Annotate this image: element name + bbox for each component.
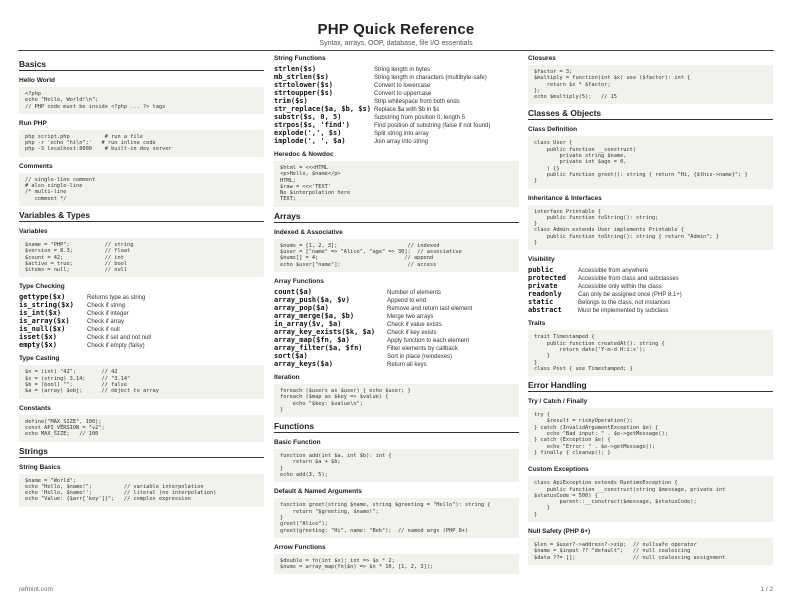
section-heading-basics: Basics — [19, 59, 264, 71]
subheading-array-functions: Array Functions — [274, 277, 324, 285]
row-description: String length in bytes — [374, 67, 431, 73]
subheading-heredoc-nowdoc: Heredoc & Nowdoc — [274, 151, 334, 158]
code-block-string-basics: $name = "World"; echo "Hello, $name!"; // variable interpolation echo 'Hello, $name!'; // literal (no interpolation) echo "Value: {$arr['key']}"; // complex expression — [19, 474, 264, 507]
section-heading-variables-types: Variables & Types — [19, 210, 264, 222]
row-description: Filter elements by callback — [387, 345, 458, 352]
row-key: trim($s) — [274, 97, 308, 105]
table-row — [274, 129, 519, 137]
row-key: substr($s, 0, 5) — [274, 113, 342, 121]
table-row — [274, 304, 519, 312]
type-checking-table — [19, 293, 264, 349]
column-middle — [274, 55, 519, 576]
row-description: Accessible from class and subclasses — [578, 276, 679, 283]
subheading-string-basics: String Basics — [19, 463, 61, 471]
table-row — [528, 298, 773, 306]
table-row — [274, 360, 519, 368]
page-header — [0, 0, 792, 47]
table-row — [274, 352, 519, 360]
subheading-null-safety: Null Safety (PHP 8+) — [528, 527, 591, 535]
table-row — [528, 306, 773, 314]
row-key: strtoupper($s) — [274, 89, 334, 97]
table-row — [274, 328, 519, 336]
subheading-inheritance-interfaces: Inheritance & Interfaces — [528, 194, 602, 202]
section-heading-arrays: Arrays — [274, 211, 519, 223]
table-row — [274, 81, 519, 89]
table-row — [19, 341, 264, 349]
code-block-null-safety: $len = $user?->address?->zip; // nullsafe operator $name = $input ?? "default"; // null coalescing $data ??= []; // null coalescing assignment — [528, 538, 773, 565]
row-key: implode(', ', $a) — [274, 137, 346, 145]
row-description: Number of elements — [387, 289, 442, 296]
row-description: Belongs to the class, not instances — [578, 300, 671, 307]
table-row — [274, 73, 519, 81]
code-block-constants: define("MAX_SIZE", 100); const API_VERSION = "v2"; echo MAX_SIZE; // 100 — [19, 415, 264, 442]
row-description: Convert to uppercase — [374, 91, 432, 97]
subheading-hello-world: Hello World — [19, 77, 55, 84]
footer-page-number: 1 / 2 — [760, 586, 773, 593]
row-key: array_pop($a) — [274, 303, 329, 312]
row-description: Split string into array — [374, 131, 429, 137]
column-right — [528, 55, 773, 567]
subheading-basic-function: Basic Function — [274, 439, 321, 447]
section-heading-functions: Functions — [274, 421, 519, 433]
row-description: Join array into string — [374, 139, 429, 145]
row-description: Substring from position 0, length 5 — [374, 115, 466, 121]
subheading-visibility: Visibility — [528, 256, 555, 264]
row-key: array_keys($a) — [274, 359, 334, 368]
table-row — [274, 113, 519, 121]
row-description: Remove and return last element — [387, 305, 473, 312]
table-row — [274, 105, 519, 113]
table-row — [274, 137, 519, 145]
code-block-indexed-associative: $nums = [1, 2, 3]; // indexed $user = ["name" => "Alice", "age" => 30]; // associative $nums[] = 4; // append echo $user["name"]; // access — [274, 239, 519, 272]
subheading-custom-exceptions: Custom Exceptions — [528, 466, 589, 474]
row-key: array_filter($a, $fn) — [274, 343, 363, 352]
row-key: strtolower($s) — [274, 81, 334, 89]
array-functions-table — [274, 288, 519, 368]
subheading-iteration: Iteration — [274, 373, 300, 381]
page-subtitle: Syntax, arrays, OOP, database, file I/O essentials — [319, 40, 473, 47]
table-row — [274, 97, 519, 105]
section-heading-strings: Strings — [19, 446, 264, 458]
code-block-default-named-arguments: function greet(string $name, string $greeting = "Hello"): string { return "$greeting, $name!"; } greet("Alice"); greet(greeting: "Hi", name: "Bob"); // named args (PHP 8+) — [274, 498, 519, 537]
row-key: is_int($x) — [19, 309, 62, 318]
subheading-try-catch-finally: Try / Catch / Finally — [528, 398, 588, 406]
row-description: String length in characters (multibyte-safe) — [374, 75, 487, 81]
row-key: is_array($x) — [19, 317, 70, 326]
row-description: Check if null — [87, 327, 120, 334]
table-row — [274, 121, 519, 129]
row-description: Check if string — [87, 303, 126, 310]
table-row — [528, 290, 773, 298]
table-row — [274, 344, 519, 352]
subheading-type-checking: Type Checking — [19, 283, 65, 291]
code-block-heredoc: $html = <<<HTML <p>Hello, $name</p> HTML; $raw = <<<'TEXT' No $interpolation here TEXT; — [274, 161, 519, 207]
row-description: Sort in place (reindexes) — [387, 353, 453, 360]
row-description: Replace $a with $b in $s — [374, 107, 440, 113]
row-key: isset($x) — [19, 333, 57, 342]
subheading-run-php: Run PHP — [19, 119, 47, 127]
row-key: private — [528, 282, 558, 291]
row-description: Find position of substring (false if not found) — [374, 123, 491, 129]
row-description: Accessible only within the class — [578, 284, 662, 291]
table-row — [528, 266, 773, 274]
row-key: readonly — [528, 290, 562, 299]
code-block-class-definition: class User { public function __construct( private string $name, private int $age = 0, ) {} public function greet(): string { return "Hi, {$this->name}"; } } — [528, 136, 773, 188]
subheading-type-casting: Type Casting — [19, 355, 60, 363]
row-key: protected — [528, 274, 566, 283]
subheading-comments: Comments — [19, 162, 53, 170]
row-key: array_key_exists($k, $a) — [274, 327, 376, 336]
row-key: static — [528, 298, 554, 307]
row-description: Check if set and not null — [87, 335, 152, 342]
row-key: public — [528, 266, 554, 275]
subheading-closures: Closures — [528, 55, 556, 62]
row-description: Convert to lowercase — [374, 83, 431, 89]
code-block-try-catch-finally: try { $result = riskyOperation(); } catch (InvalidArgumentException $e) { echo "Bad input: " . $e->getMessage(); } catch (Exception $e) { echo "Error: " . $e->getMessage(); } finally { cleanup(); } — [528, 408, 773, 460]
row-key: is_string($x) — [19, 301, 74, 310]
table-row — [274, 65, 519, 73]
row-key: count($a) — [274, 287, 312, 296]
row-description: Merge two arrays — [387, 313, 434, 320]
code-block-traits: trait Timestamped { public function createdAt(): string { return date('Y-m-d H:i:s'); } } class Post { use Timestamped; } — [528, 330, 773, 376]
code-block-custom-exceptions: class ApiException extends RuntimeException { public function __construct(string $message, private int $statusCode = 500) { parent::__construct($message, $statusCode); } } — [528, 476, 773, 522]
table-row — [528, 274, 773, 282]
subheading-constants: Constants — [19, 404, 51, 412]
row-description: Check if integer — [87, 311, 129, 318]
string-functions-table — [274, 65, 519, 145]
table-row — [274, 312, 519, 320]
code-block-type-casting: $n = (int) "42"; // 42 $s = (string) 3.14; // "3.14" $b = (bool) ""; // false $a = (array) $obj; // object to array — [19, 365, 264, 398]
table-row — [274, 288, 519, 296]
visibility-table — [528, 266, 773, 314]
row-description: Accessible from anywhere — [578, 268, 649, 275]
row-key: strlen($s) — [274, 65, 317, 73]
row-key: str_replace($a, $b, $s) — [274, 105, 371, 113]
code-block-run-php: php script.php # run a file php -r 'echo "hi\n";' # run inline code php -S localhost:8000 # built-in dev server — [19, 130, 264, 157]
row-key: array_merge($a, $b) — [274, 311, 355, 320]
section-heading-error-handling: Error Handling — [528, 380, 773, 392]
row-description: Must be implemented by subclass — [578, 308, 669, 315]
row-key: strpos($s, 'find') — [274, 121, 350, 129]
section-heading-classes-objects: Classes & Objects — [528, 108, 773, 120]
table-row — [274, 336, 519, 344]
subheading-traits: Traits — [528, 320, 546, 328]
row-key: array_push($a, $v) — [274, 295, 350, 304]
row-key: array_map($fn, $a) — [274, 335, 350, 344]
row-key: sort($a) — [274, 351, 308, 360]
code-block-basic-function: function add(int $a, int $b): int { return $a + $b; } echo add(3, 5); — [274, 449, 519, 482]
row-key: is_null($x) — [19, 325, 66, 334]
code-block-closures: $factor = 3; $multiply = function(int $x) use ($factor): int { return $x * $factor; }; echo $multiply(5); // 15 — [528, 65, 773, 104]
code-block-arrow-functions: $double = fn(int $x): int => $x * 2; $nums = array_map(fn($n) => $n * 10, [1, 2, 3]); — [274, 554, 519, 575]
row-description: Check if array — [87, 319, 125, 326]
row-description: Strip whitespace from both ends — [374, 99, 460, 105]
subheading-class-definition: Class Definition — [528, 126, 578, 134]
table-row — [274, 320, 519, 328]
table-row — [19, 301, 264, 309]
table-row — [19, 333, 264, 341]
subheading-indexed-associative: Indexed & Associative — [274, 228, 343, 236]
subheading-variables: Variables — [19, 227, 48, 235]
row-key: gettype($x) — [19, 293, 66, 302]
row-key: explode(',', $s) — [274, 129, 342, 137]
table-row — [274, 296, 519, 304]
footer-site: refmint.com — [19, 586, 53, 593]
column-left — [19, 55, 264, 509]
row-description: Can only be assigned once (PHP 8.1+) — [578, 292, 682, 299]
row-key: in_array($v, $a) — [274, 319, 342, 328]
row-description: Check if key exists — [387, 329, 437, 336]
subheading-default-named-arguments: Default & Named Arguments — [274, 488, 362, 496]
row-description: Apply function to each element — [387, 337, 470, 344]
table-row — [528, 282, 773, 290]
code-block-inheritance-interfaces: interface Printable { public function toString(): string; } class Admin extends User implements Printable { public function toString(): string { return "Admin"; } } — [528, 205, 773, 251]
header-divider — [18, 50, 774, 51]
subheading-arrow-functions: Arrow Functions — [274, 543, 326, 551]
code-block-hello-world: <?php echo "Hello, World!\n"; // PHP code must be inside <?php ... ?> tags — [19, 87, 264, 114]
row-description: Return all keys — [387, 361, 427, 368]
table-row — [19, 293, 264, 301]
table-row — [19, 309, 264, 317]
code-block-iteration: foreach ($users as $user) { echo $user; } foreach ($map as $key => $value) { echo "$key: $value\n"; } — [274, 384, 519, 417]
row-key: empty($x) — [19, 341, 57, 350]
row-description: Check if empty (falsy) — [87, 343, 145, 350]
table-row — [19, 325, 264, 333]
subheading-string-functions: String Functions — [274, 55, 326, 62]
table-row — [19, 317, 264, 325]
table-row — [274, 89, 519, 97]
row-description: Check if value exists — [387, 321, 442, 328]
code-block-comments: // single-line comment # also single-line /* multi-line comment */ — [19, 173, 264, 206]
row-description: Append to end — [387, 297, 427, 304]
row-key: mb_strlen($s) — [274, 73, 329, 81]
row-key: abstract — [528, 306, 562, 315]
page-title: PHP Quick Reference — [317, 21, 475, 38]
code-block-variables: $name = "PHP"; // string $version = 8.3; // float $count = 42; // int $active = true; // bool $items = null; // null — [19, 238, 264, 277]
row-description: Returns type as string — [87, 295, 146, 302]
